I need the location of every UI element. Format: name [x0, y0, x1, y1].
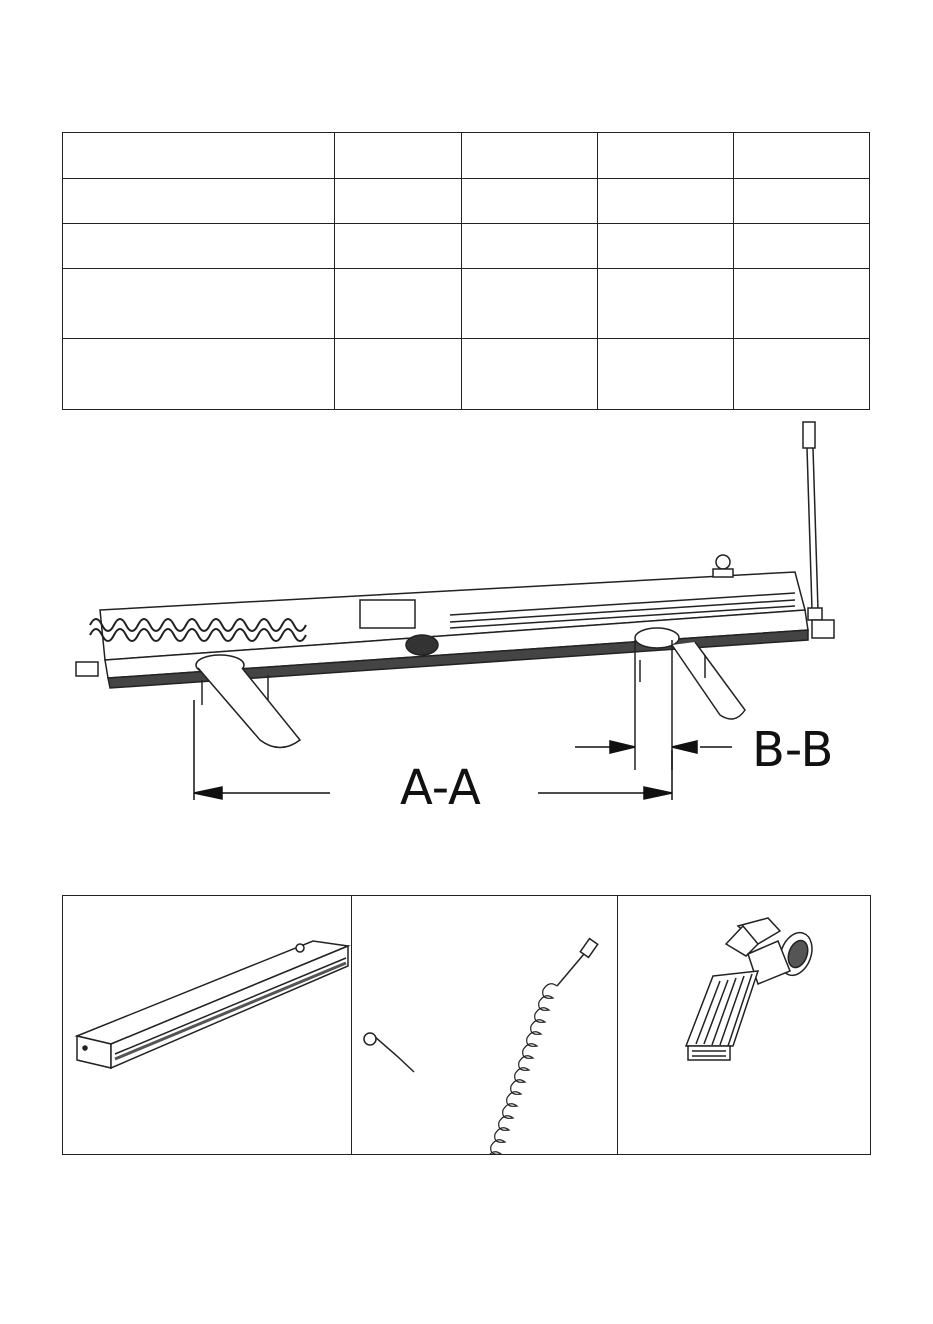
dimension-b-label: B-B: [752, 722, 834, 778]
parts-table: [62, 895, 871, 1155]
rail-bar-icon: [63, 896, 352, 1154]
antenna-rod: [803, 422, 822, 620]
part-cell-rail: [63, 896, 352, 1155]
table-row: [63, 179, 870, 224]
table-row: [63, 269, 870, 339]
table-row: [63, 896, 871, 1155]
spray-nozzle-icon: [618, 896, 871, 1154]
dimension-a-label: A-A: [400, 760, 481, 810]
main-housing: [76, 555, 834, 688]
table-row: [63, 133, 870, 179]
part-cell-hose: [352, 896, 618, 1155]
assembly-diagram: [60, 410, 920, 810]
part-cell-nozzle: [618, 896, 871, 1155]
coiled-hose-icon: [352, 896, 618, 1154]
table-row: [63, 339, 870, 410]
dimension-b-b: [575, 741, 732, 753]
spec-table: [62, 132, 870, 410]
table-row: [63, 224, 870, 269]
